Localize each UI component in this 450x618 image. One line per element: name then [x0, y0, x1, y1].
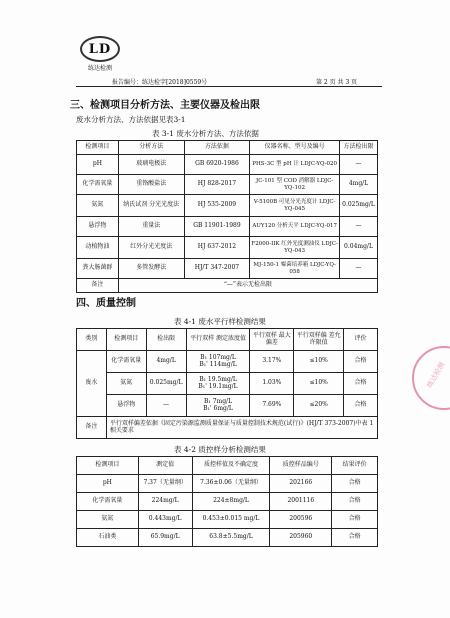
header-cell: 仪器名称、型号及编号	[250, 141, 340, 155]
header-cell: 类别	[77, 329, 107, 351]
cell: 63.8±5.5mg/L	[192, 529, 270, 547]
section-4-title: 四、质量控制	[76, 298, 136, 309]
cell: 纳氏试剂 分光光度法	[118, 195, 184, 217]
cell: 化学需氧量	[106, 351, 146, 373]
header-cell: 平行双样 最大偏差	[250, 329, 294, 351]
cell: 石油类	[77, 529, 139, 547]
header-cell: 质控样值及不确定度	[192, 457, 270, 475]
remark-label: 备注	[77, 279, 119, 293]
table-header-row	[77, 329, 378, 351]
header-cell: 平行双样 测定浓度值	[186, 329, 250, 351]
cell: 202166	[270, 475, 332, 493]
cell: —	[146, 395, 186, 417]
cell: 合格	[344, 351, 378, 373]
remark-row	[77, 279, 378, 293]
table-4-2-caption: 表 4-2 质控样分析检测结果	[174, 445, 266, 454]
value-2: B₁' 6mg/L	[203, 404, 233, 412]
value-1: B₁ 7mg/L	[203, 397, 233, 405]
table-4-2	[76, 456, 378, 547]
company-logo	[74, 36, 126, 70]
cell: 氨氮	[106, 373, 146, 395]
cell: 氨氮	[77, 511, 139, 529]
header-cell: 检测项目	[106, 329, 146, 351]
table-3-1	[76, 140, 378, 293]
cell: 合格	[332, 475, 378, 493]
header-rule	[76, 86, 382, 87]
table-row	[77, 175, 378, 195]
cell	[186, 373, 250, 395]
cell: 0.025mg/L	[146, 373, 186, 395]
section-3-intro: 废水分析方法、方法依据见表3-1	[76, 115, 186, 124]
cell: pH	[77, 155, 119, 175]
cell: —	[339, 217, 377, 237]
cell: 3.17%	[250, 351, 294, 373]
header-cell: 检测项目	[77, 141, 119, 155]
cell: 205960	[270, 529, 332, 547]
cell: 多管发酵法	[118, 259, 184, 279]
table-row	[77, 259, 378, 279]
table-row	[77, 351, 378, 373]
cell: —	[339, 155, 377, 175]
cell: V-5100B 可见分光光度计 LDJC-YQ-045	[250, 195, 340, 217]
header-cell: 分析方法	[118, 141, 184, 155]
section-3-title: 三、检测项目分析方法、主要仪器及检出限	[70, 100, 260, 111]
cell: 氨氮	[77, 195, 119, 217]
page-number: 第 2 页 共 3 页	[316, 79, 358, 86]
table-row	[77, 475, 378, 493]
header-cell: 质控样品编号	[270, 457, 332, 475]
cell: ≤20%	[294, 395, 344, 417]
cell: GB 6920-1986	[184, 155, 250, 175]
header-cell: 测定值	[138, 457, 192, 475]
cell: 7.36±0.06（无量纲）	[192, 475, 270, 493]
cell: 0.025mg/L	[339, 195, 377, 217]
cell: 合格	[344, 395, 378, 417]
cell: 化学需氧量	[77, 493, 139, 511]
cell: 200596	[270, 511, 332, 529]
cell: JC-101 型 COD 消解器 LDJC-YQ-102	[250, 175, 340, 195]
cell: MJ-150-1 霉菌培养箱 LDJC-YQ-058	[250, 259, 340, 279]
table-header-row	[77, 457, 378, 475]
cell: 2001116	[270, 493, 332, 511]
cell: 0.453±0.015 mg/L	[192, 511, 270, 529]
header-cell: 检出限	[146, 329, 186, 351]
table-row	[77, 373, 378, 395]
table-row	[77, 237, 378, 259]
official-seal	[412, 346, 450, 410]
header-cell: 方法检出限	[339, 141, 377, 155]
remark-text: 平行双样偏差依据《固定污染源监测质量保证与质量控制技术规范(试行)》(HJ/T 373-2007)中表 1 相关要求	[106, 417, 377, 439]
table-row	[77, 217, 378, 237]
header-cell: 方法依据	[184, 141, 250, 155]
cell: 1.03%	[250, 373, 294, 395]
value-2: B₁' 114mg/L	[199, 360, 237, 368]
cell: 重铬酸盐法	[118, 175, 184, 195]
cell: F2000-IIK 红外光度测油仪 LDJC-YQ-043	[250, 237, 340, 259]
remark-row	[77, 417, 378, 439]
cell	[186, 395, 250, 417]
cell: —	[339, 259, 377, 279]
table-row	[77, 493, 378, 511]
table-4-1	[76, 328, 378, 439]
cell: AUY120 分析天平 LDJC-YQ-017	[250, 217, 340, 237]
header-cell: 检测项目	[77, 457, 139, 475]
cell: ≤10%	[294, 373, 344, 395]
seal-text: 练达检测	[425, 360, 447, 390]
cell: 7.37（无量纲）	[138, 475, 192, 493]
cell: HJ 535-2009	[184, 195, 250, 217]
cell: 4mg/L	[146, 351, 186, 373]
logo-text: 练达检测	[87, 65, 112, 72]
cell	[186, 351, 250, 373]
cell: 合格	[344, 373, 378, 395]
cell: 红外分光光度法	[118, 237, 184, 259]
logo-mark: LD	[80, 36, 120, 62]
cell: 粪大肠菌群	[77, 259, 119, 279]
table-4-1-caption: 表 4-1 废水平行样检测结果	[174, 317, 266, 326]
value-1: B₁ 107mg/L	[200, 353, 236, 361]
cell: 7.69%	[250, 395, 294, 417]
cell: pH	[77, 475, 139, 493]
table-row	[77, 395, 378, 417]
cell: 0.04mg/L	[339, 237, 377, 259]
cell: 0.443mg/L	[138, 511, 192, 529]
cell: 224±8mg/L	[192, 493, 270, 511]
table-row	[77, 155, 378, 175]
value-1: B₁ 19.5mg/L	[199, 375, 237, 383]
cell: PHS-3C 型 pH 计 LDJC-YQ-020	[250, 155, 340, 175]
cell: HJ 637-2012	[184, 237, 250, 259]
table-header-row	[77, 141, 378, 155]
cell: 合格	[332, 493, 378, 511]
cell: 悬浮物	[77, 217, 119, 237]
table-row	[77, 511, 378, 529]
report-number: 报告编号：练达检字[2018]0559号	[112, 79, 208, 86]
cell: 合格	[332, 511, 378, 529]
cell: 玻璃电极法	[118, 155, 184, 175]
header-cell: 结果评价	[332, 457, 378, 475]
header-cell: 评价	[344, 329, 378, 351]
table-row	[77, 529, 378, 547]
cell: HJ/T 347-2007	[184, 259, 250, 279]
remark-text: “—”表示无检出限	[118, 279, 377, 293]
remark-label: 备注	[77, 417, 107, 439]
cell: 重量法	[118, 217, 184, 237]
cell: HJ 828-2017	[184, 175, 250, 195]
cell: 224mg/L	[138, 493, 192, 511]
table-3-1-caption: 表 3-1 废水分析方法、方法依据	[152, 129, 259, 138]
cell: 动植物油	[77, 237, 119, 259]
category-cell: 废水	[77, 351, 107, 417]
cell: 合格	[332, 529, 378, 547]
table-row	[77, 195, 378, 217]
cell: ≤10%	[294, 351, 344, 373]
cell: 化学需氧量	[77, 175, 119, 195]
cell: 悬浮物	[106, 395, 146, 417]
cell: 4mg/L	[339, 175, 377, 195]
value-2: B₁' 19.1mg/L	[198, 382, 238, 390]
cell: GB 11901-1989	[184, 217, 250, 237]
header-cell: 平行双样偏 差允许限值	[294, 329, 344, 351]
cell: 65.9mg/L	[138, 529, 192, 547]
